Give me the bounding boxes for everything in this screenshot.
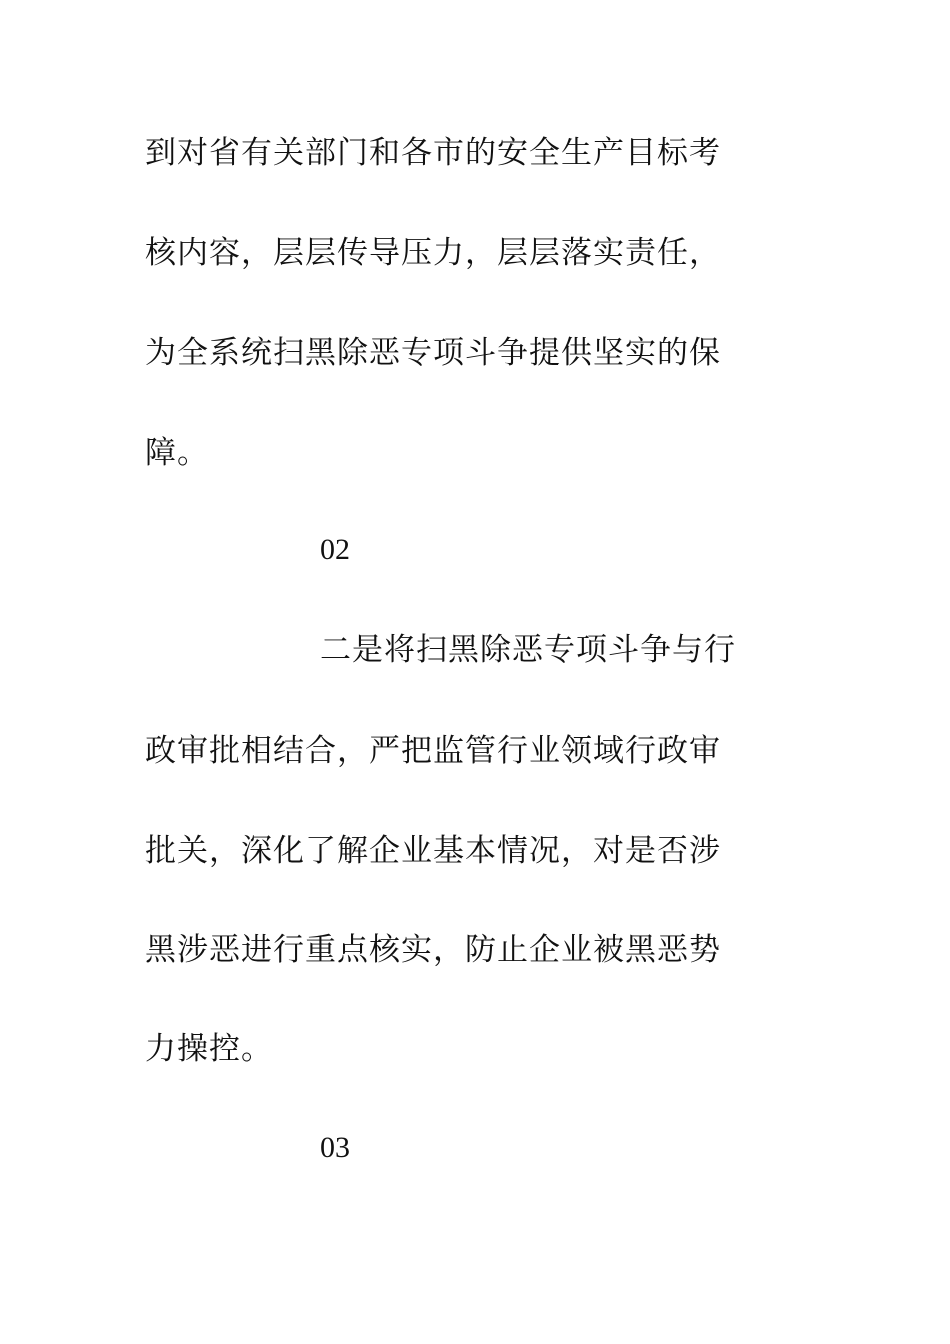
paragraph-1-line-1: 到对省有关部门和各市的安全生产目标考 [145,135,721,171]
paragraph-2-line-2: 政审批相结合，严把监管行业领域行政审 [145,733,721,769]
paragraph-2-line-3: 批关，深化了解企业基本情况，对是否涉 [145,833,721,869]
paragraph-1-line-3: 为全系统扫黑除恶专项斗争提供坚实的保 [145,335,721,371]
section-number-03: 03 [320,1131,350,1164]
paragraph-1-line-2: 核内容，层层传导压力，层层落实责任， [145,235,721,271]
paragraph-2-line-1: 二是将扫黑除恶专项斗争与行 [320,632,736,668]
paragraph-1-line-4: 障。 [145,435,209,471]
paragraph-2-line-5: 力操控。 [145,1031,273,1067]
section-number-02: 02 [320,533,350,566]
paragraph-2-line-4: 黑涉恶进行重点核实，防止企业被黑恶势 [145,932,721,968]
